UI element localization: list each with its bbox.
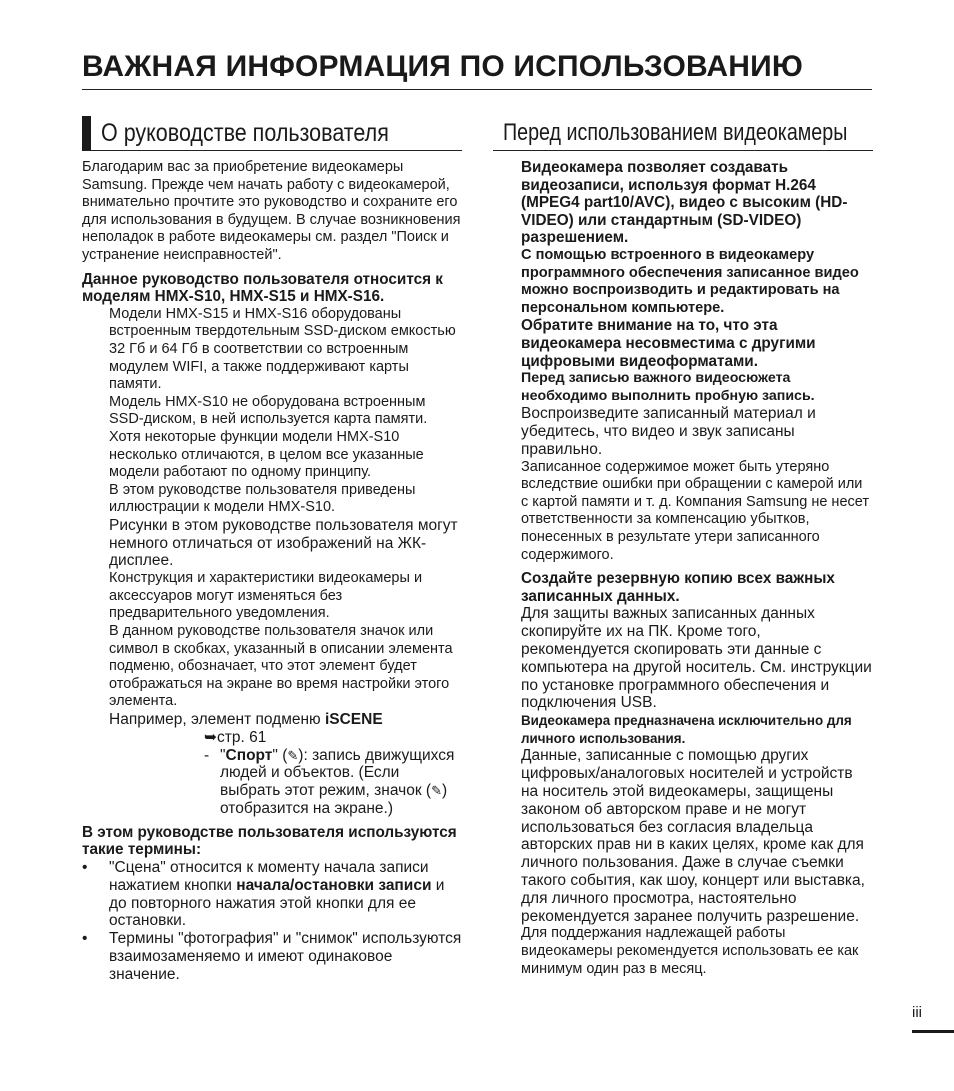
page-number: iii — [912, 1004, 922, 1021]
page-reference: ➥стр. 61 — [204, 728, 267, 746]
models-paragraph: Модели HMX-S15 и HMX-S16 оборудованы встроенным твердотельным SSD-диском емкостью 32 Гб и 64 Гб в соответствии со встроенным модулем WIFI, а также поддерживают карты памяти. — [109, 305, 456, 393]
sport-icon: ✎ — [431, 783, 442, 799]
term-item: • "Сцена" относится к моменту начала записи нажатием кнопки начала/остановки записи и до повторного нажатия этой кнопки для ее остановки. — [82, 859, 462, 930]
models-paragraph: Модель HMX-S10 не оборудована встроенным SSD-диском, в ней используется карта памяти. — [109, 393, 428, 428]
section-heading-about-manual — [82, 116, 462, 151]
info-paragraph: Воспроизведите записанный материал и убедитесь, что видео и звук записаны правильно. — [521, 405, 816, 458]
info-paragraph: Для защиты важных записанных данных скопируйте их на ПК. Кроме того, рекомендуется скопировать эти данные с компьютера на другой носитель. См. инструкции по установке программного обеспечения и подключения USB. — [521, 605, 872, 712]
sport-mode-item: - "Спорт" (✎): запись движущихся людей и объектов. (Если выбрать этот режим, значок (✎) отобразится на экране.) — [204, 747, 462, 818]
info-paragraph: С помощью встроенного в видеокамеру программного обеспечения записанное видео можно воспроизводить и редактировать на персональном компьютере. — [521, 246, 859, 316]
terms-title: В этом руководстве пользователя используются такие термины: — [82, 823, 457, 859]
info-paragraph: Видеокамера позволяет создавать видеозаписи, используя формат H.264 (MPEG4 part10/AVC), видео с высоким (HD-VIDEO) или стандартным (SD-VIDEO) разрешением. — [521, 159, 848, 247]
heading-bar — [82, 116, 91, 150]
info-paragraph: Перед записью важного видеосюжета необходимо выполнить пробную запись. — [521, 370, 815, 404]
sport-icon: ✎ — [287, 747, 299, 763]
intro-text: Благодарим вас за приобретение видеокамеры Samsung. Прежде чем начать работу с видеокамерой, внимательно прочтите это руководство и сохраните его для использования в будущем. В случае возникновения неполадок в работе видеокамеры см. раздел "Поиск и устранение неисправностей". — [82, 159, 461, 263]
models-paragraph: В этом руководстве пользователя приведены иллюстрации к модели HMX-S10. — [109, 481, 416, 516]
models-paragraph: Хотя некоторые функции модели HMX-S10 несколько отличаются, в целом все указанные модели работают по одному принципу. — [109, 428, 424, 481]
section-title: Перед использованием видеокамеры — [503, 119, 848, 146]
models-paragraph: В данном руководстве пользователя значок или символ в скобках, указанный в описании элемента подменю, обозначает, что этот элемент будет отображаться на экране во время настройки этого элемента. — [109, 623, 453, 710]
models-paragraph: Конструкция и характеристики видеокамеры и аксессуаров могут изменяться без предварительного уведомления. — [109, 570, 423, 622]
section-title: О руководстве пользователя — [101, 119, 389, 147]
info-paragraph: Создайте резервную копию всех важных записанных данных. — [521, 570, 835, 605]
left-column — [82, 116, 462, 984]
info-paragraph: Записанное содержимое может быть утеряно вследствие ошибки при обращении с камерой или с картой памяти и т. д. Компания Samsung не несет ответственности за компенсацию убытков, понесенных в результате утери записанного содержимого. — [521, 458, 869, 563]
info-paragraph: Для поддержания надлежащей работы видеокамеры рекомендуется использовать ее как минимум один раз в месяц. — [521, 925, 859, 977]
page-number-rule — [912, 1030, 954, 1033]
page-title: ВАЖНАЯ ИНФОРМАЦИЯ ПО ИСПОЛЬЗОВАНИЮ — [82, 48, 872, 90]
models-paragraph: Рисунки в этом руководстве пользователя могут немного отличаться от изображений на ЖК-дисплее. — [109, 516, 458, 570]
info-paragraph: Видеокамера предназначена исключительно для личного использования. — [521, 713, 852, 746]
models-title: Данное руководство пользователя относится к моделям HMX-S10, HMX-S15 и HMX-S16. — [82, 270, 443, 306]
section-heading-before-use — [493, 116, 873, 151]
right-column — [493, 116, 873, 978]
term-item: • Термины "фотография" и "снимок" используются взаимозаменяемо и имеют одинаковое значение. — [82, 930, 462, 983]
info-paragraph: Обратите внимание на то, что эта видеокамера несовместима с другими цифровыми видеоформатами. — [521, 317, 816, 370]
example-line: Например, элемент подменю iSCENE — [109, 711, 383, 729]
info-paragraph: Данные, записанные с помощью других цифровых/аналоговых носителей и устройств на носитель этой видеокамеры, защищены законом об авторском праве и не могут использоваться без согласия владельца авторских прав ни в каких целях, кроме как для личного пользования. Даже в случае съемки такого события, как шоу, концерт или выставка, для личного просмотра, настоятельно рекомендуется заранее получить разрешение. — [521, 747, 865, 925]
